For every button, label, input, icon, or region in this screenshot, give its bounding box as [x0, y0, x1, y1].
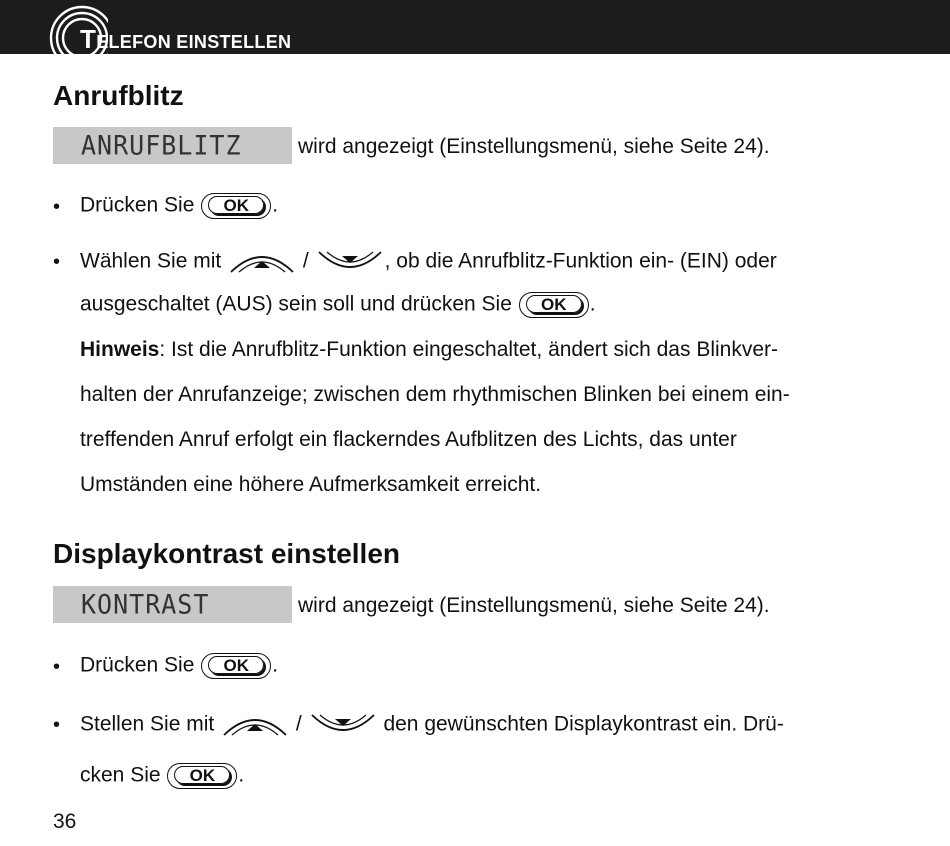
step-select-onoff-line2: ausgeschaltet (AUS) sein soll und drücken Sie OK .	[80, 292, 596, 318]
page-number: 36	[53, 810, 77, 833]
up-arrow-key-icon	[227, 248, 297, 276]
lcd-caption: wird angezeigt (Einstellungsmenü, siehe Seite 24).	[298, 135, 770, 158]
bullet: •	[53, 656, 61, 678]
ok-key-icon: OK	[201, 653, 271, 679]
ok-key-icon: OK	[201, 193, 271, 219]
note-line-4: Umständen eine höhere Aufmerksamkeit erreicht.	[80, 473, 542, 496]
note-line-1: Hinweis: Ist die Anrufblitz-Funktion eingeschaltet, ändert sich das Blinkver-	[80, 338, 778, 361]
step-press-ok: Drücken Sie OK .	[80, 653, 278, 679]
step-set-contrast: Stellen Sie mit / den gewünschten Displaykontrast ein. Drü-	[80, 711, 784, 739]
note-line-3: treffenden Anruf erfolgt ein flackerndes Aufblitzen des Lichts, das unter	[80, 428, 737, 451]
ok-key-icon: OK	[519, 292, 589, 318]
bullet: •	[53, 714, 61, 736]
step-select-onoff: Wählen Sie mit / , ob die Anrufblitz-Funktion ein- (EIN) oder	[80, 248, 777, 276]
down-arrow-key-icon	[315, 248, 385, 276]
down-arrow-key-icon	[308, 711, 378, 739]
step-set-contrast-line2: cken Sie OK .	[80, 763, 244, 789]
up-arrow-key-icon	[220, 711, 290, 739]
bullet: •	[53, 251, 61, 273]
lcd-caption: wird angezeigt (Einstellungsmenü, siehe Seite 24).	[298, 594, 770, 617]
header-title: TELEFON EINSTELLEN	[80, 24, 292, 54]
note-line-2: halten der Anrufanzeige; zwischen dem rhythmischen Blinken bei einem ein-	[80, 383, 790, 406]
section-heading-anrufblitz: Anrufblitz	[53, 80, 184, 111]
lcd-display-kontrast: KONTRAST	[53, 586, 292, 623]
section-heading-displaykontrast: Displaykontrast einstellen	[53, 538, 401, 569]
ok-key-icon: OK	[167, 763, 237, 789]
bullet: •	[53, 196, 61, 218]
lcd-display-anrufblitz: ANRUFBLITZ	[53, 127, 292, 164]
step-press-ok: Drücken Sie OK .	[80, 193, 278, 219]
page-header	[0, 0, 950, 54]
